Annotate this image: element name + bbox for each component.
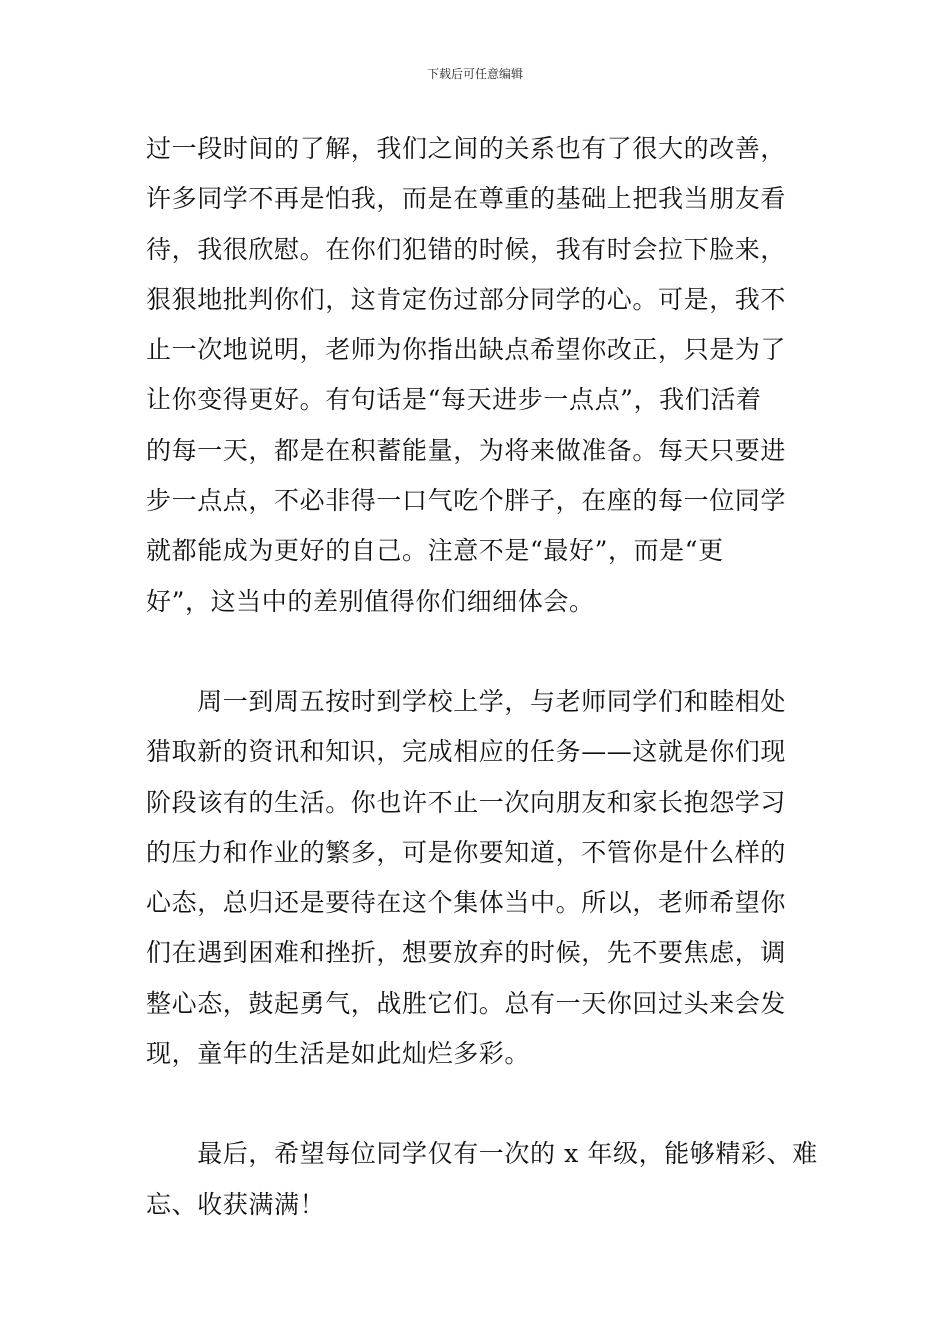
paragraph-line: 让你变得更好。有句话是“每天进步一点点”，我们活着 xyxy=(146,385,762,415)
paragraph-spacer xyxy=(146,627,811,677)
paragraph-line: 步一点点，不必非得一口气吃个胖子，在座的每一位同学 xyxy=(146,486,787,516)
paragraph-line: 过一段时间的了解，我们之间的关系也有了很大的改善， xyxy=(146,134,787,163)
paragraph-line: 狠狠地批判你们，这肯定伤过部分同学的心。可是，我不 xyxy=(146,284,787,314)
paragraph-line: 待，我很欣慰。在你们犯错的时候，我有时会拉下脸来， xyxy=(146,234,787,264)
paragraph-line: 的压力和作业的繁多，可是你要知道，不管你是什么样的 xyxy=(146,837,787,867)
paragraph-line: 的每一天，都是在积蓄能量，为将来做准备。每天只要进 xyxy=(146,435,787,465)
document-body xyxy=(146,124,818,1230)
paragraph-line: 忘、收获满满！ xyxy=(146,1189,326,1219)
paragraph-spacer xyxy=(146,1079,811,1129)
paragraph-line: 阶段该有的生活。你也许不止一次向朋友和家长抱怨学习 xyxy=(146,787,787,817)
page-header-note: 下载后可任意编辑 xyxy=(426,67,523,81)
paragraph-line: 好”，这当中的差别值得你们细细体会。 xyxy=(146,586,595,616)
paragraph-line: 现，童年的生活是如此灿烂多彩。 xyxy=(146,1039,531,1069)
paragraph-line: 猎取新的资讯和知识，完成相应的任务——这就是你们现 xyxy=(146,737,787,767)
paragraph-1 xyxy=(146,124,811,627)
paragraph-line: 整心态，鼓起勇气，战胜它们。总有一天你回过头来会发 xyxy=(146,988,787,1018)
paragraph-line: 许多同学不再是怕我，而是在尊重的基础上把我当朋友看 xyxy=(146,184,787,214)
paragraph-3 xyxy=(146,1129,818,1230)
paragraph-line: 们在遇到困难和挫折，想要放弃的时候，先不要焦虑，调 xyxy=(146,938,787,968)
paragraph-line: 周一到周五按时到学校上学，与老师同学们和睦相处 xyxy=(146,686,787,716)
paragraph-line: 心态，总归还是要待在这个集体当中。所以，老师希望你 xyxy=(146,888,787,918)
paragraph-line: 就都能成为更好的自己。注意不是“最好”，而是“更 xyxy=(146,536,724,566)
paragraph-2 xyxy=(146,677,811,1079)
paragraph-line: 止一次地说明，老师为你指出缺点希望你改正，只是为了 xyxy=(146,335,787,365)
paragraph-line: 最后，希望每位同学仅有一次的 x 年级，能够精彩、难 xyxy=(146,1139,818,1169)
